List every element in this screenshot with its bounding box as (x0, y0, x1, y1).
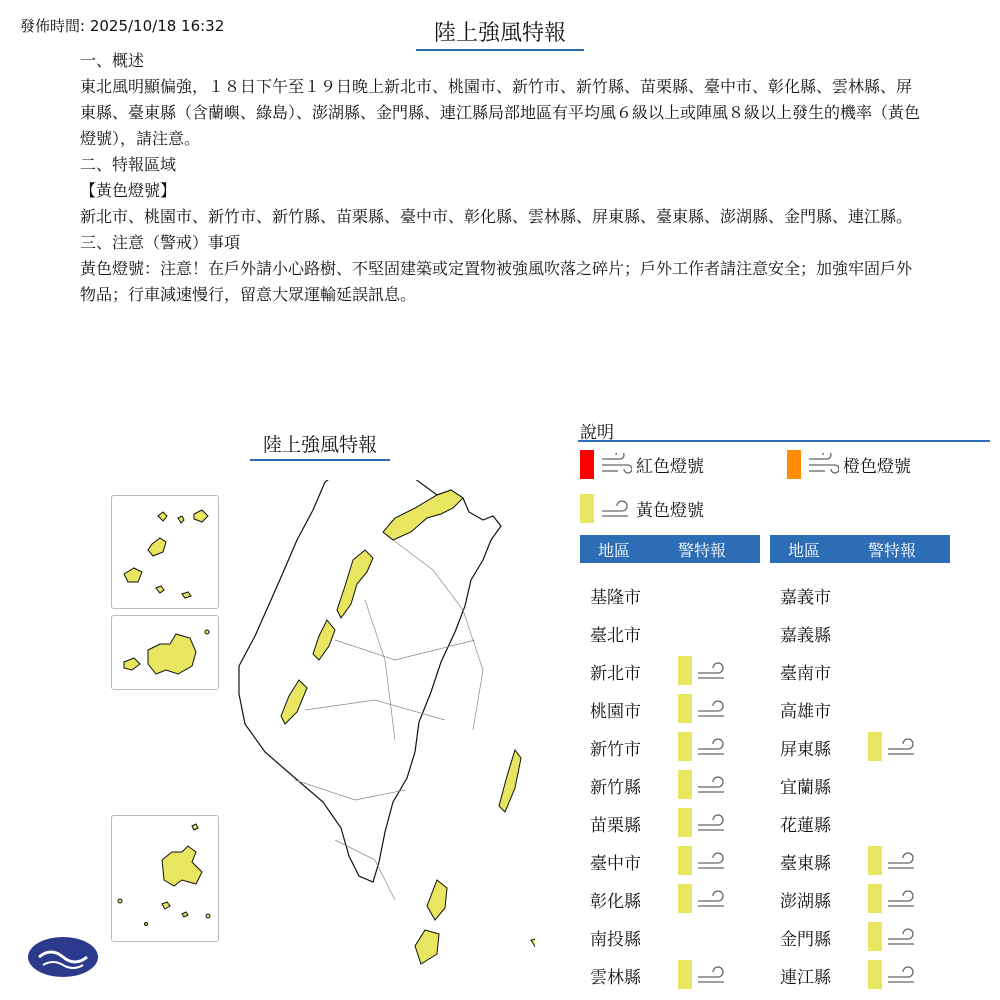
yellow-swatch (868, 732, 882, 761)
yellow-alert-marker (678, 884, 728, 913)
table-row (580, 690, 760, 728)
region-name: 屏東縣 (780, 739, 831, 760)
yellow-alert-marker (678, 732, 728, 761)
region-name: 新竹市 (590, 739, 641, 760)
table-row (580, 918, 760, 956)
region-name: 臺東縣 (780, 853, 831, 874)
area-text: 新北市、桃園市、新竹市、新竹縣、苗栗縣、臺中市、彰化縣、雲林縣、屏東縣、臺東縣、澎湖縣、金門縣、連江縣。 (80, 207, 913, 226)
strong-wind-icon (807, 453, 839, 477)
region-name: 雲林縣 (590, 967, 641, 988)
wind-icon (696, 887, 728, 911)
table-row (770, 956, 950, 994)
yellow-swatch (678, 732, 692, 761)
region-name: 臺南市 (780, 663, 831, 684)
taiwan-map (105, 480, 535, 980)
region-name: 新北市 (590, 663, 641, 684)
yellow-alert-marker (868, 884, 918, 913)
region-name: 苗栗縣 (590, 815, 641, 836)
col-alert: 警特報 (678, 540, 727, 560)
legend-red (580, 450, 704, 479)
wind-icon (886, 963, 918, 987)
col-alert: 警特報 (868, 540, 917, 560)
yellow-swatch (868, 884, 882, 913)
table-row (580, 576, 760, 614)
yellow-swatch (868, 922, 882, 951)
yellow-alert-marker (868, 922, 918, 951)
yellow-alert-marker (678, 808, 728, 837)
legend-red-label: 紅色燈號 (636, 457, 704, 477)
table-row (770, 766, 950, 804)
region-name: 嘉義市 (780, 587, 831, 608)
wind-icon (696, 697, 728, 721)
table-row (580, 804, 760, 842)
region-name: 嘉義縣 (780, 625, 831, 646)
table-row (770, 728, 950, 766)
main-island (215, 480, 535, 980)
yellow-swatch (678, 770, 692, 799)
region-name: 花蓮縣 (780, 815, 831, 836)
region-name: 澎湖縣 (780, 891, 831, 912)
legend-orange (787, 450, 911, 479)
legend-yellow-label: 黃色燈號 (636, 501, 704, 521)
legend-yellow-swatch (580, 494, 594, 523)
yellow-alert-marker (868, 846, 918, 875)
wind-icon (696, 963, 728, 987)
region-name: 南投縣 (590, 929, 641, 950)
table-row (770, 690, 950, 728)
yellow-swatch (678, 656, 692, 685)
inset-penghu-north (111, 495, 219, 609)
wind-icon (886, 887, 918, 911)
col-region: 地區 (598, 540, 631, 560)
legend-yellow (580, 494, 704, 523)
yellow-alert-marker (678, 770, 728, 799)
region-name: 彰化縣 (590, 891, 641, 912)
yellow-alert-marker (678, 656, 728, 685)
wind-icon (696, 735, 728, 759)
cwa-logo-icon (27, 935, 99, 979)
yellow-swatch (678, 808, 692, 837)
page-title: 陸上強風特報 (416, 16, 584, 51)
table-row (580, 880, 760, 918)
area-level: 【黃色燈號】 (80, 181, 177, 200)
legend-red-swatch (580, 450, 594, 479)
table-row (770, 652, 950, 690)
wind-icon (696, 811, 728, 835)
table-row (580, 766, 760, 804)
inset-penghu (111, 615, 219, 690)
issue-time: 發佈時間: 2025/10/18 16:32 (20, 17, 225, 35)
notice-heading: 三、注意（警戒）事項 (80, 233, 241, 252)
overview-heading: 一、概述 (80, 51, 145, 70)
yellow-swatch (678, 884, 692, 913)
yellow-swatch (678, 846, 692, 875)
table-row (770, 918, 950, 956)
table-row (580, 614, 760, 652)
region-name: 連江縣 (780, 967, 831, 988)
yellow-swatch (678, 694, 692, 723)
table-row (770, 842, 950, 880)
table-row (770, 576, 950, 614)
wind-icon (886, 925, 918, 949)
legend-divider (578, 440, 990, 442)
overview-text: 東北風明顯偏強，１８日下午至１９日晚上新北市、桃園市、新竹市、新竹縣、苗栗縣、臺中市、彰化縣、雲林縣、屏東縣、臺東縣（含蘭嶼、綠島）、澎湖縣、金門縣、連江縣局部地區有平均風６級以上或陣風８級以上發生的機率（黃色燈號），請注意。 (80, 77, 921, 148)
legend-orange-swatch (787, 450, 801, 479)
region-name: 新竹縣 (590, 777, 641, 798)
legend-orange-label: 橙色燈號 (843, 457, 911, 477)
yellow-alert-marker (678, 960, 728, 989)
table-row (770, 614, 950, 652)
yellow-swatch (678, 960, 692, 989)
wind-icon (886, 735, 918, 759)
table-row (580, 842, 760, 880)
map-title: 陸上強風特報 (250, 430, 390, 461)
inset-kinmen-matsu (111, 815, 219, 942)
wind-icon (696, 849, 728, 873)
notice-text: 黃色燈號：注意！在戶外請小心路樹、不堅固建築或定置物被強風吹落之碎片；戶外工作者請注意安全；加強牢固戶外物品；行車減速慢行，留意大眾運輸延誤訊息。 (80, 259, 913, 304)
penghu-shape (112, 616, 218, 689)
yellow-alert-marker (678, 694, 728, 723)
table-row (770, 880, 950, 918)
region-name: 高雄市 (780, 701, 831, 722)
yellow-swatch (868, 960, 882, 989)
table-row (580, 728, 760, 766)
yellow-alert-marker (868, 960, 918, 989)
table-row (770, 804, 950, 842)
region-name: 金門縣 (780, 929, 831, 950)
wind-icon (600, 497, 632, 521)
islands-shape (112, 496, 218, 608)
strong-wind-icon (600, 453, 632, 477)
region-name: 臺北市 (590, 625, 641, 646)
region-name: 宜蘭縣 (780, 777, 831, 798)
wind-icon (886, 849, 918, 873)
yellow-alert-marker (678, 846, 728, 875)
table-header-right (770, 535, 950, 563)
bulletin-text (80, 48, 920, 308)
legend-title: 說明 (580, 423, 614, 443)
region-name: 臺中市 (590, 853, 641, 874)
region-name: 基隆市 (590, 587, 641, 608)
yellow-swatch (868, 846, 882, 875)
wind-icon (696, 773, 728, 797)
kinmen-shape (112, 816, 218, 941)
wind-icon (696, 659, 728, 683)
table-row (580, 956, 760, 994)
table-header-left (580, 535, 760, 563)
region-name: 桃園市 (590, 701, 641, 722)
area-heading: 二、特報區域 (80, 155, 177, 174)
table-row (580, 652, 760, 690)
col-region: 地區 (788, 540, 821, 560)
yellow-alert-marker (868, 732, 918, 761)
